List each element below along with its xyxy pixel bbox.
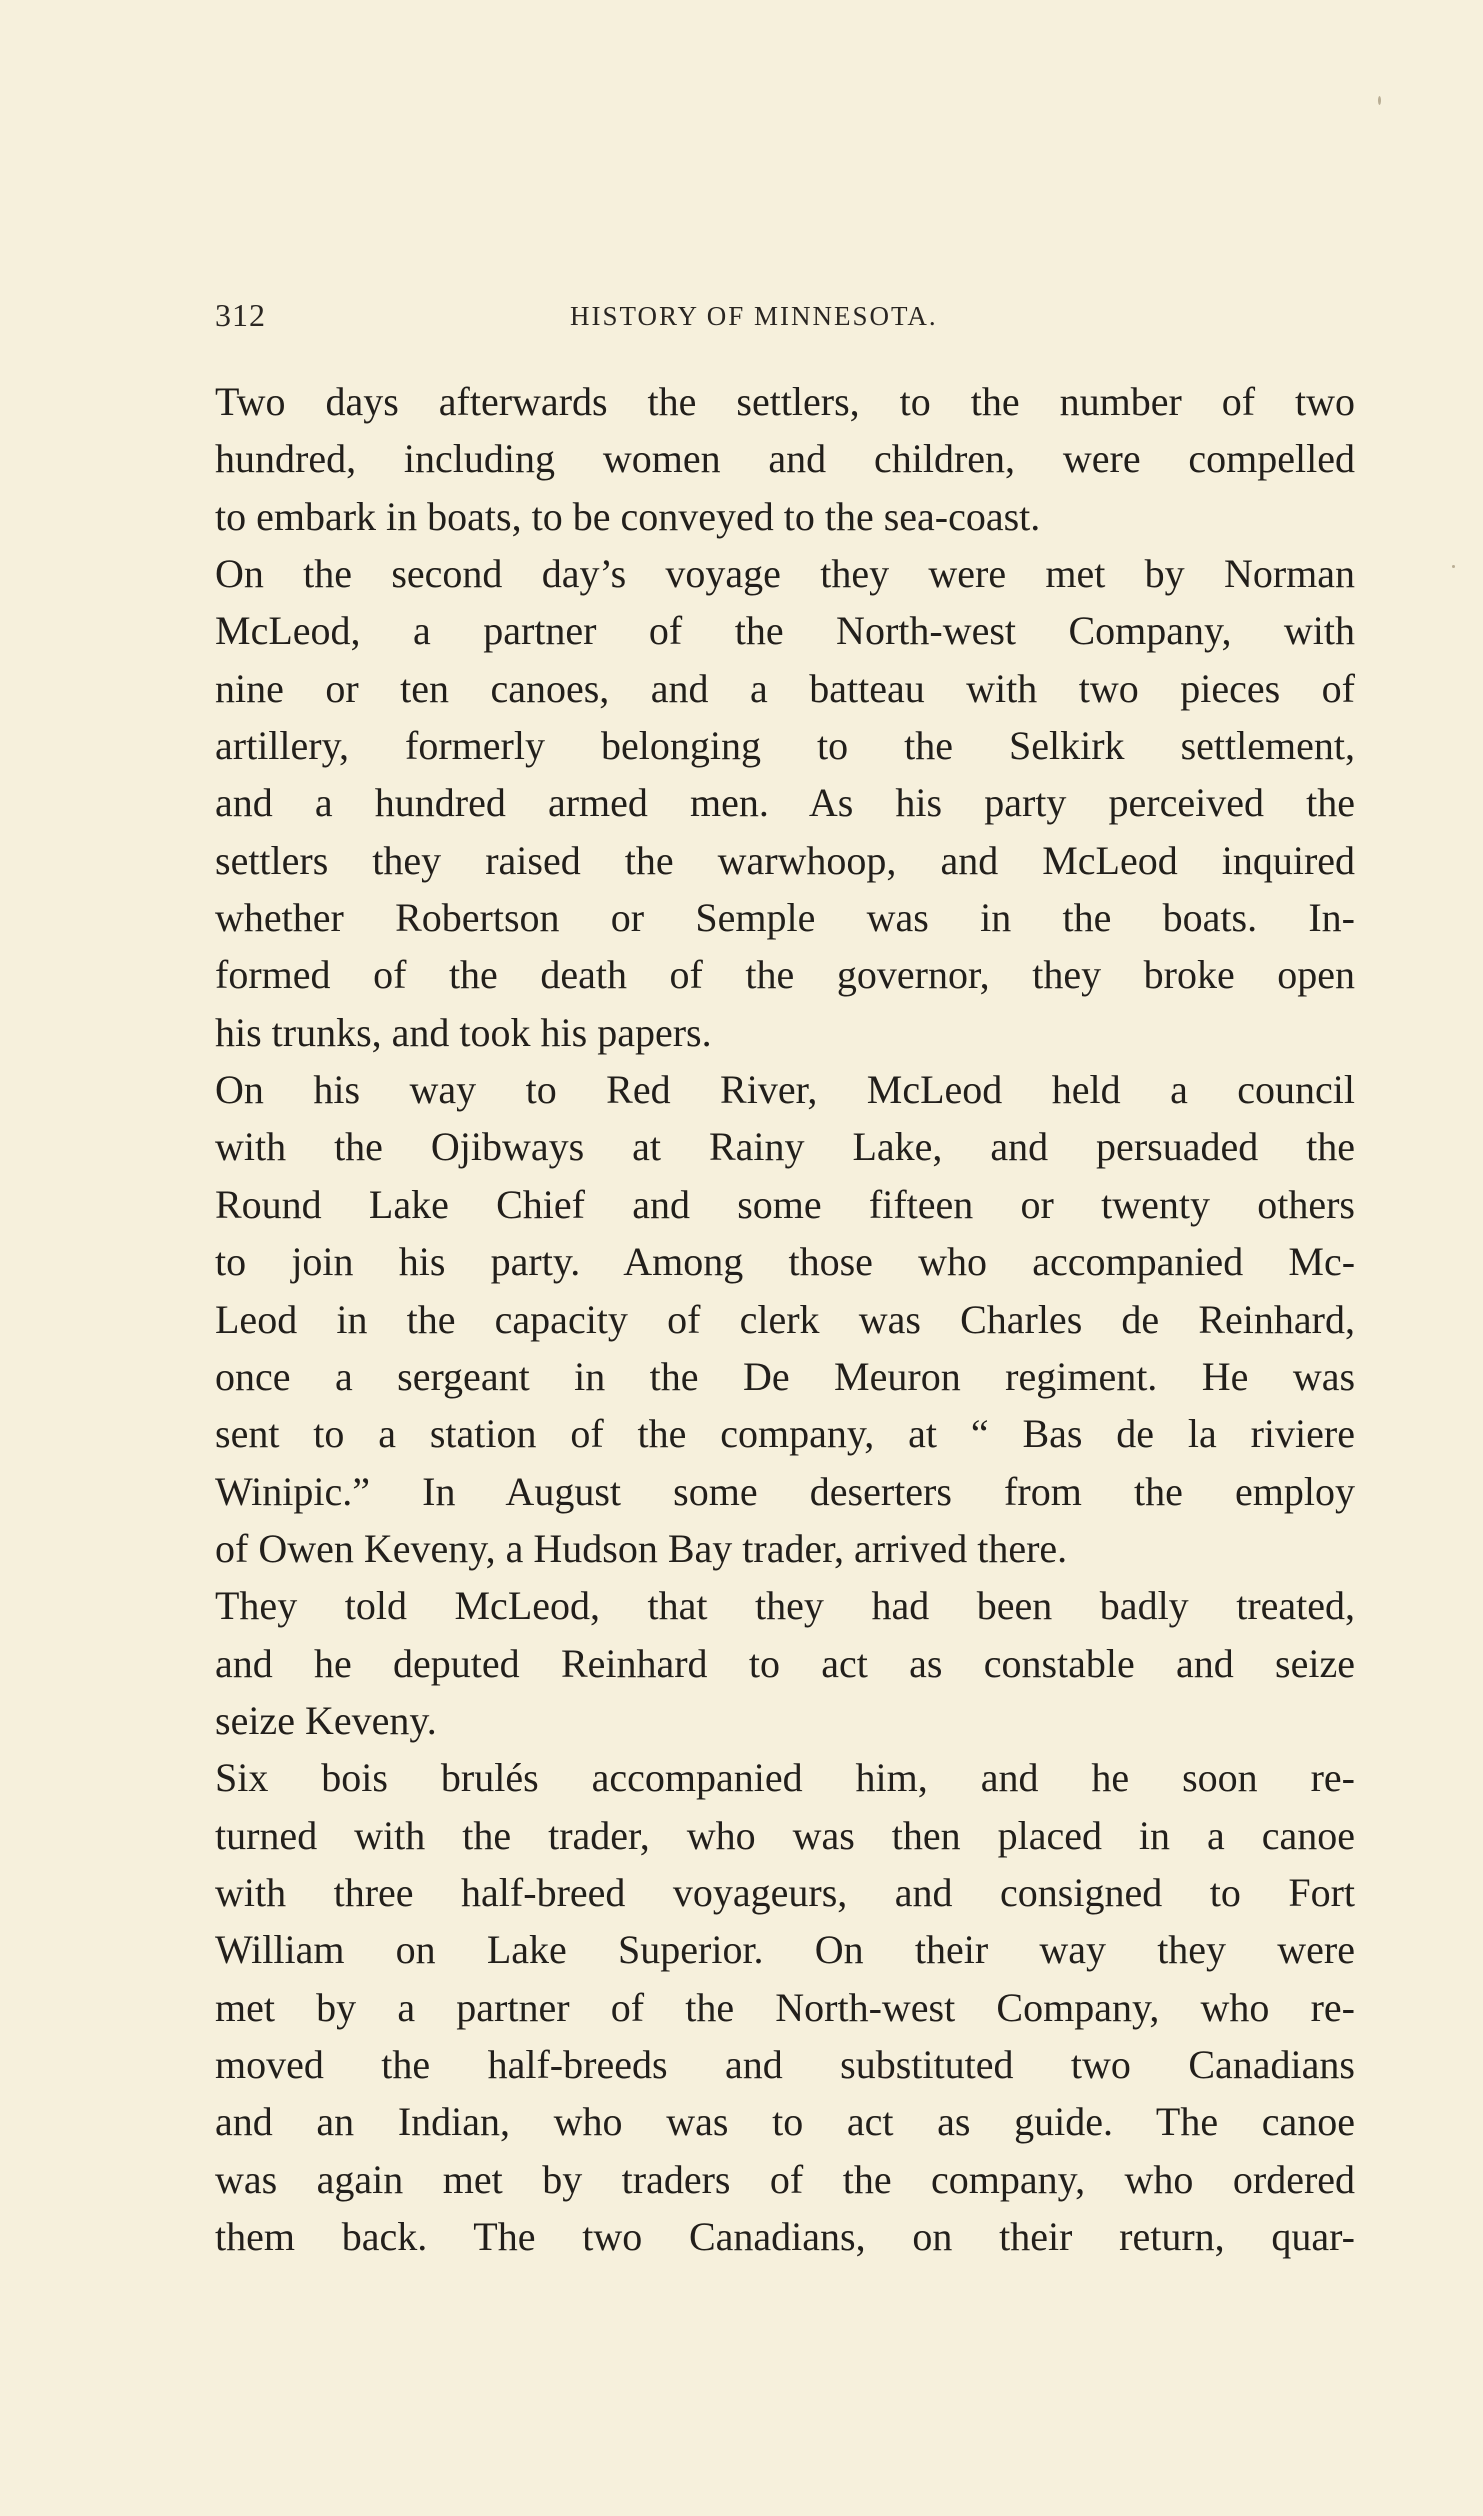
text-line: with three half-breed voyageurs, and consigned to Fort <box>215 1869 1356 1915</box>
page-number: 312 <box>215 297 266 333</box>
text-line: On the second day’s voyage they were met by Norman <box>215 551 1356 597</box>
text-line: They told McLeod, that they had been badly treated, <box>215 1583 1356 1629</box>
text-line: Six bois brulés accompanied him, and he soon re- <box>215 1755 1356 1801</box>
text-line: of Owen Keveny, a Hudson Bay trader, arrived there. <box>215 1525 1068 1571</box>
text-line: and an Indian, who was to act as guide. The canoe <box>215 2099 1356 2145</box>
text-line: McLeod, a partner of the North-west Company, with <box>215 608 1356 654</box>
text-line: Leod in the capacity of clerk was Charles de Reinhard, <box>215 1296 1355 1342</box>
text-line: met by a partner of the North-west Company, who re- <box>215 1984 1355 2030</box>
body-text <box>215 373 1355 2265</box>
text-line: to join his party. Among those who accompanied Mc- <box>215 1239 1356 1285</box>
text-line: to embark in boats, to be conveyed to the sea-coast. <box>215 493 1041 539</box>
paper-speck <box>1452 565 1455 568</box>
text-line: formed of the death of the governor, they broke open <box>215 952 1356 998</box>
text-line: turned with the trader, who was then placed in a canoe <box>215 1812 1355 1858</box>
text-line: settlers they raised the warwhoop, and McLeod inquired <box>215 837 1356 883</box>
page-header <box>215 293 1355 343</box>
text-line: artillery, formerly belonging to the Selkirk settlement, <box>215 723 1355 769</box>
text-line: seize Keveny. <box>215 1697 437 1743</box>
text-line: Round Lake Chief and some fifteen or twenty others <box>215 1181 1355 1227</box>
text-line: whether Robertson or Semple was in the boats. In- <box>215 895 1355 941</box>
text-line: On his way to Red River, McLeod held a council <box>215 1067 1356 1113</box>
text-line: William on Lake Superior. On their way they were <box>215 1927 1355 1973</box>
text-line: Two days afterwards the settlers, to the number of two <box>215 379 1356 424</box>
text-line: and a hundred armed men. As his party perceived the <box>215 780 1355 826</box>
text-line: and he deputed Reinhard to act as constable and seize <box>215 1640 1355 1686</box>
text-line: sent to a station of the company, at “ Bas de la riviere <box>215 1411 1355 1457</box>
text-line: Winipic.” In August some deserters from the employ <box>215 1468 1355 1514</box>
text-line: nine or ten canoes, and a batteau with two pieces of <box>215 665 1355 711</box>
text-line: once a sergeant in the De Meuron regiment. He was <box>215 1353 1356 1399</box>
text-line: them back. The two Canadians, on their return, quar- <box>215 2214 1355 2259</box>
text-line: was again met by traders of the company, who ordered <box>215 2156 1356 2202</box>
text-line: hundred, including women and children, were compelled <box>215 436 1356 482</box>
paper-speck <box>1378 96 1381 105</box>
text-line: moved the half-breeds and substituted two Canadians <box>215 2041 1355 2087</box>
text-line: his trunks, and took his papers. <box>215 1009 712 1055</box>
text-line: with the Ojibways at Rainy Lake, and persuaded the <box>215 1124 1356 1170</box>
running-head: HISTORY OF MINNESOTA. <box>570 301 938 331</box>
